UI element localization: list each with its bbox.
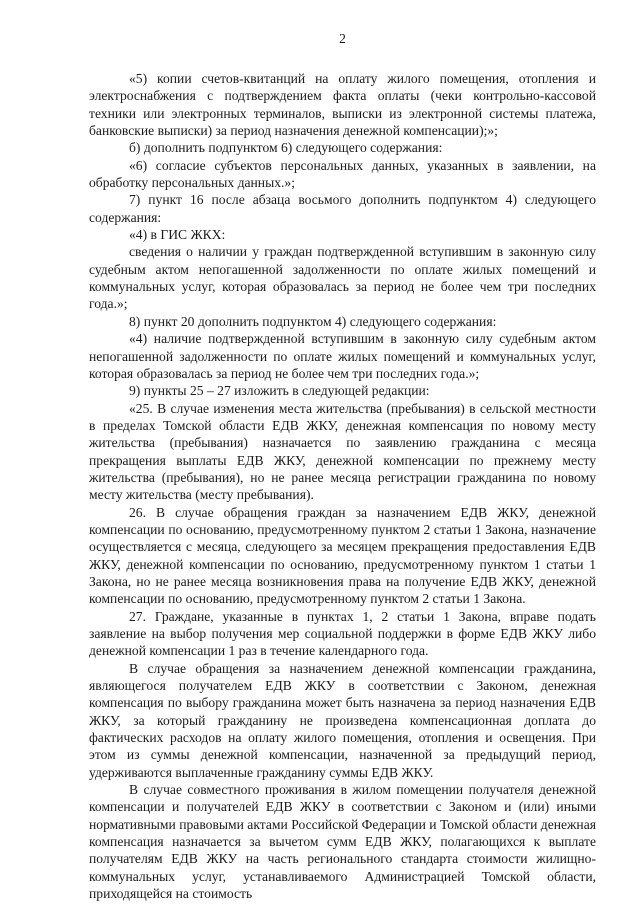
paragraph-clause-27: 27. Граждане, указанные в пунктах 1, 2 статьи 1 Закона, вправе подать заявление на выбор получения мер социальной поддержки в форме ЕДВ ЖКУ либо денежной компенсации 1 раз в течение календарного года. (89, 608, 596, 659)
paragraph-item-5: «5) копии счетов-квитанций на оплату жилого помещения, отопления и электроснабжения с подтверждением факта оплаты (чеки контрольно-кассовой техники или электронных терминалов, выписки из электронной системы платежа, банковские выписки) за период назначения денежной компенсации);»; (89, 71, 596, 139)
paragraph-item-6: «6) согласие субъектов персональных данных, указанных в заявлении, на обработку персональных данных.»; (89, 157, 596, 191)
paragraph-joint-residence: В случае совместного проживания в жилом помещении получателя денежной компенсации и получателей ЕДВ ЖКУ в соответствии с Законом и (или) иными нормативными правовыми актами Российской Федерации и Томской области денежная компенсация назначается за вычетом сумм ЕДВ ЖКУ, полагающихся к выплате получателям ЕДВ ЖКУ на часть регионального стандарта стоимости жилищно-коммунальных услуг, устанавливаемого Администрацией Томской области, приходящейся на стоимость (89, 782, 596, 902)
paragraph-clause-25: «25. В случае изменения места жительства (пребывания) в сельской местности в пределах Томской области ЕДВ ЖКУ, денежная компенсация по новому месту жительства (пребывания) назначается по заявлению гражданина с месяца прекращения выплаты ЕДВ ЖКУ, денежной компенсации по прежнему месту жительства (пребывания), но не ранее месяца регистрации гражданина по новому месту жительства (месту пребывания). (89, 400, 596, 503)
paragraph-debt-info: сведения о наличии у граждан подтвержденной вступившим в законную силу судебным актом непогашенной задолженности по оплате жилых помещений и коммунальных услуг, которая образовалась за период не более чем три последних года.»; (89, 244, 596, 312)
document-body (89, 70, 596, 903)
paragraph-debt-ground: «4) наличие подтвержденной вступившим в законную силу судебным актом непогашенной задолженности по оплате жилых помещений и коммунальных услуг, которая образовалась за период не более чем три последних года.»; (89, 331, 596, 381)
paragraph-point-9: 9) пункты 25 – 27 изложить в следующей редакции: (129, 383, 430, 399)
paragraph-clause-26: 26. В случае обращения граждан за назначением ЕДВ ЖКУ, денежной компенсации по основанию, предусмотренному пунктом 2 статьи 1 Закона, назначение осуществляется с месяца, следующего за месяцем прекращения предоставления ЕДВ ЖКУ, денежной компенсации по основанию, предусмотренному пунктом 1 статьи 1 Закона, но не ранее месяца возникновения права на получение ЕДВ ЖКУ, денежной компенсации по основанию, предусмотренному пунктом 2 статьи 1 Закона. (89, 504, 596, 607)
paragraph-point-8: 8) пункт 20 дополнить подпунктом 4) следующего содержания: (129, 313, 497, 329)
paragraph-point-7: 7) пункт 16 после абзаца восьмого дополнить подпунктом 4) следующего содержания: (89, 192, 596, 225)
paragraph-b-intro: б) дополнить подпунктом 6) следующего содержания: (129, 140, 443, 156)
page-number: 2 (339, 31, 346, 46)
paragraph-compensation-choice: В случае обращения за назначением денежной компенсации гражданина, являющегося получателем ЕДВ ЖКУ в соответствии с Законом, денежная компенсация по выбору гражданина может быть назначена за период назначения ЕДВ ЖКУ, за который гражданину не произведена компенсационная доплата до фактических расходов на оплату жилого помещения, отопления и освещения. При этом из суммы денежной компенсации, назначенной за предыдущий период, удерживаются выплаченные гражданину суммы ЕДВ ЖКУ. (89, 660, 596, 780)
paragraph-gis-zhkh: «4) в ГИС ЖКХ: (129, 227, 226, 243)
